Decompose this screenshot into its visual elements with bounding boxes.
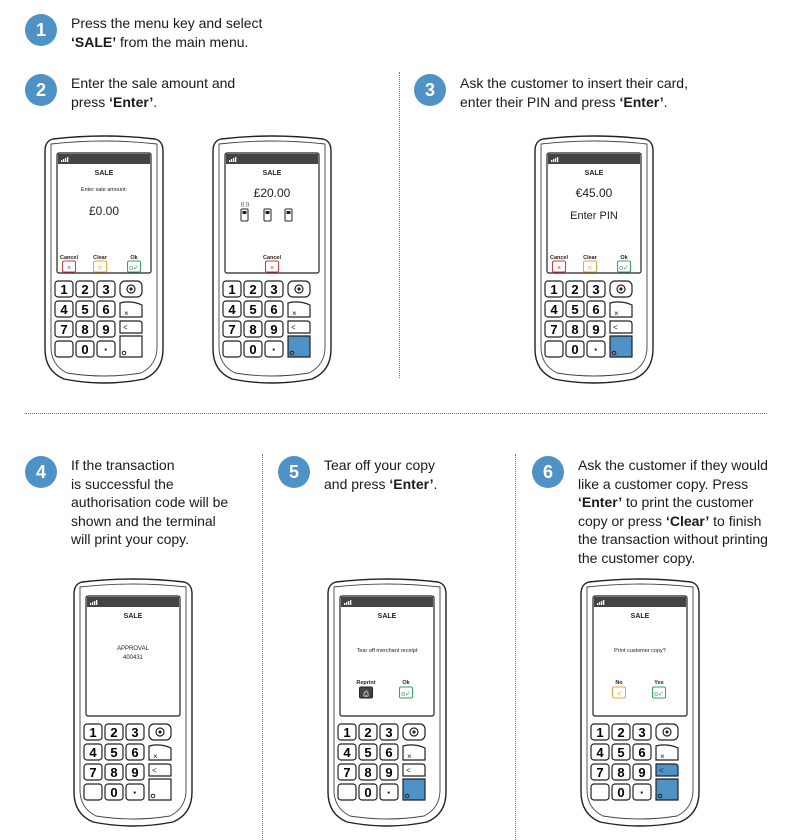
terminal-e-svg: [322, 578, 452, 828]
key-6-label: 6: [102, 302, 110, 317]
key-1-label: 1: [60, 282, 68, 297]
key-blank: [55, 341, 73, 357]
softkey-ok-icon-glyph: o✓: [129, 265, 139, 272]
key-4-label: 4: [343, 745, 351, 760]
key-3-label: 3: [385, 725, 393, 740]
key-blank: [84, 784, 102, 800]
screen-title: SALE: [584, 170, 604, 177]
softkey-cancel-icon-glyph: ×: [269, 265, 275, 272]
clear-key-icon: <: [123, 323, 128, 332]
screen-pin-prompt: Enter PIN: [570, 210, 618, 222]
step-2-badge: 2: [25, 74, 57, 106]
terminal-a: [39, 135, 169, 390]
key-9-label: 9: [638, 765, 646, 780]
softkey-cancel-icon-glyph: ×: [556, 265, 562, 272]
card-insert-icon: [264, 209, 271, 221]
contactless-icon: ((·)): [240, 202, 250, 208]
key-2-label: 2: [110, 725, 118, 740]
screen-title: SALE: [123, 613, 143, 620]
key-4-label: 4: [89, 745, 97, 760]
key-7-label: 7: [228, 322, 236, 337]
key-1-label: 1: [228, 282, 236, 297]
key-5-label: 5: [617, 745, 625, 760]
key-2-label: 2: [249, 282, 257, 297]
divider-vertical-bottom-left: [262, 454, 263, 840]
key-5-label: 5: [110, 745, 118, 760]
status-bar: [341, 597, 433, 607]
key-5-label: 5: [81, 302, 89, 317]
status-bar: [226, 154, 318, 164]
card-swipe-icon: [285, 209, 292, 221]
softkey-cancel-label: Cancel: [262, 255, 282, 261]
screen-amount: €45.00: [575, 186, 613, 200]
screen-title: SALE: [630, 613, 650, 620]
key-2-label: 2: [364, 725, 372, 740]
screen-prompt: Enter sale amount:: [80, 187, 128, 193]
divider-vertical-top: [399, 72, 400, 378]
softkey-ok-label: Ok: [130, 255, 138, 261]
key-3-label: 3: [131, 725, 139, 740]
softkey-ok-label: Ok: [402, 680, 410, 686]
divider-horizontal: [25, 413, 767, 414]
softkey-no-icon-glyph: <: [616, 691, 622, 698]
step-6-badge: 6: [532, 456, 564, 488]
softkey-ok-label: Ok: [620, 255, 628, 261]
card-tap-icon: [241, 209, 248, 221]
cancel-key-icon: ×: [407, 752, 412, 761]
terminal-f-svg: [575, 578, 705, 828]
key-9-label: 9: [385, 765, 393, 780]
clear-key-icon: <: [152, 766, 157, 775]
softkey-cancel-label: Cancel: [59, 255, 79, 261]
enter-key: [149, 779, 171, 800]
softkey-no-label: No: [615, 680, 623, 686]
key-3-label: 3: [638, 725, 646, 740]
terminal-c: [529, 135, 659, 390]
key-8-label: 8: [110, 765, 118, 780]
key-1-label: 1: [343, 725, 351, 740]
key-8-label: 8: [617, 765, 625, 780]
screen-amount: £20.00: [253, 186, 291, 200]
cancel-key-icon: ×: [660, 752, 665, 761]
step-3-badge: 3: [414, 74, 446, 106]
softkey-reprint-label: Reprint: [356, 680, 376, 686]
step-2-text: Enter the sale amount and press ‘Enter’.: [71, 75, 236, 110]
key-9-label: 9: [270, 322, 278, 337]
key-blank: [591, 784, 609, 800]
key-3-label: 3: [102, 282, 110, 297]
cancel-key-icon: ×: [614, 309, 619, 318]
key-4-label: 4: [228, 302, 236, 317]
clear-key-icon: <: [406, 766, 411, 775]
terminal-d-svg: [68, 578, 198, 828]
softkey-cancel-icon-glyph: ×: [66, 265, 72, 272]
terminal-b-svg: [207, 135, 337, 385]
step-5-badge: 5: [278, 456, 310, 488]
key-1-label: 1: [89, 725, 97, 740]
printer-icon: ⎙: [363, 691, 369, 698]
step-4-text: If the transaction is successful the authorisation code will be shown and the terminal will print your copy.: [71, 457, 229, 547]
key-0-label: 0: [249, 342, 257, 357]
key-9-label: 9: [102, 322, 110, 337]
key-5-label: 5: [364, 745, 372, 760]
key-8-label: 8: [364, 765, 372, 780]
key-7-label: 7: [89, 765, 97, 780]
status-bar: [594, 597, 686, 607]
clear-key-icon: <: [659, 766, 664, 775]
key-3-label: 3: [592, 282, 600, 297]
key-4-label: 4: [596, 745, 604, 760]
step-6-text: Ask the customer if they would like a customer copy. Press ‘Enter’ to print the customer copy or press ‘Clear’ to finish the transaction without printing the customer copy.: [578, 457, 768, 566]
key-dot-label: ·: [132, 785, 138, 800]
terminal-a-svg: [39, 135, 169, 385]
key-6-label: 6: [592, 302, 600, 317]
screen-title: SALE: [262, 170, 282, 177]
key-4-label: 4: [60, 302, 68, 317]
key-blank: [545, 341, 563, 357]
key-7-label: 7: [60, 322, 68, 337]
key-7-label: 7: [343, 765, 351, 780]
key-8-label: 8: [571, 322, 579, 337]
key-blank: [338, 784, 356, 800]
approval-code: 400431: [122, 655, 144, 661]
enter-key: [610, 336, 632, 357]
screen-message: Print customer copy?: [614, 648, 666, 654]
key-8-label: 8: [81, 322, 89, 337]
step-1-badge: 1: [25, 14, 57, 46]
screen-message: Tear off merchant receipt: [356, 648, 418, 654]
cancel-key-icon: ×: [124, 309, 129, 318]
softkey-yes-label: Yes: [654, 680, 664, 686]
key-5-label: 5: [571, 302, 579, 317]
key-8-label: 8: [249, 322, 257, 337]
step-1-text: Press the menu key and select ‘SALE’ from the main menu.: [71, 15, 263, 50]
enter-key: [656, 779, 678, 800]
softkey-ok-icon-glyph: o✓: [401, 691, 411, 698]
softkey-clear-label: Clear: [93, 255, 107, 261]
key-2-label: 2: [571, 282, 579, 297]
status-bar: [58, 154, 150, 164]
step-5-text: Tear off your copy and press ‘Enter’.: [324, 457, 438, 492]
softkey-cancel-label: Cancel: [549, 255, 569, 261]
key-0-label: 0: [81, 342, 89, 357]
softkey-clear-label: Clear: [583, 255, 597, 261]
terminal-e: [322, 578, 452, 833]
key-9-label: 9: [592, 322, 600, 337]
key-5-label: 5: [249, 302, 257, 317]
key-9-label: 9: [131, 765, 139, 780]
enter-key: [120, 336, 142, 357]
terminal-d: [68, 578, 198, 833]
key-dot-label: ·: [103, 342, 109, 357]
key-2-label: 2: [617, 725, 625, 740]
softkey-clear-icon-glyph: <: [587, 265, 593, 272]
key-7-label: 7: [596, 765, 604, 780]
softkey-clear-icon-glyph: <: [97, 265, 103, 272]
key-dot-label: ·: [639, 785, 645, 800]
key-6-label: 6: [270, 302, 278, 317]
key-7-label: 7: [550, 322, 558, 337]
key-1-label: 1: [596, 725, 604, 740]
enter-key: [403, 779, 425, 800]
key-6-label: 6: [385, 745, 393, 760]
step-3-text: Ask the customer to insert their card, enter their PIN and press ‘Enter’.: [460, 75, 688, 110]
key-3-label: 3: [270, 282, 278, 297]
key-dot-label: ·: [386, 785, 392, 800]
clear-key-icon: <: [291, 323, 296, 332]
key-dot-label: ·: [593, 342, 599, 357]
clear-key-icon: <: [613, 323, 618, 332]
screen-title: SALE: [377, 613, 397, 620]
key-2-label: 2: [81, 282, 89, 297]
softkey-ok-icon-glyph: o✓: [619, 265, 629, 272]
key-4-label: 4: [550, 302, 558, 317]
screen-title: SALE: [94, 170, 114, 177]
key-0-label: 0: [110, 785, 118, 800]
key-1-label: 1: [550, 282, 558, 297]
cancel-key-icon: ×: [292, 309, 297, 318]
key-0-label: 0: [364, 785, 372, 800]
step-4-badge: 4: [25, 456, 57, 488]
status-bar: [87, 597, 179, 607]
approval-label: APPROVAL: [117, 646, 149, 652]
key-6-label: 6: [131, 745, 139, 760]
cancel-key-icon: ×: [153, 752, 158, 761]
terminal-f: [575, 578, 705, 833]
key-blank: [223, 341, 241, 357]
divider-vertical-bottom-right: [515, 454, 516, 840]
softkey-yes-icon-glyph: o✓: [654, 691, 664, 698]
terminal-c-svg: [529, 135, 659, 385]
terminal-b: [207, 135, 337, 390]
key-6-label: 6: [638, 745, 646, 760]
screen-amount: £0.00: [88, 204, 120, 218]
enter-key: [288, 336, 310, 357]
key-dot-label: ·: [271, 342, 277, 357]
status-bar: [548, 154, 640, 164]
key-0-label: 0: [571, 342, 579, 357]
key-0-label: 0: [617, 785, 625, 800]
